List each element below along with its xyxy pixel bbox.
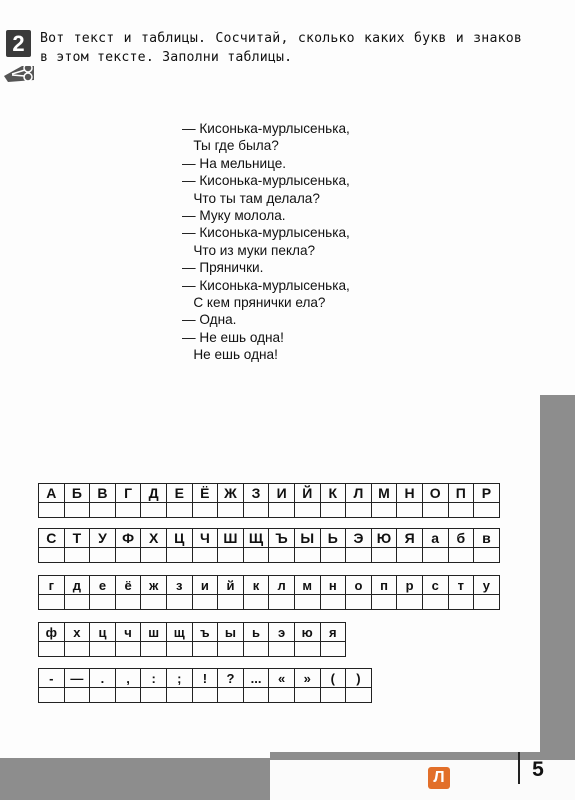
table-letter-cell: х (64, 623, 90, 642)
poem-line: — Одна. (182, 312, 237, 328)
table-letter-cell: М (371, 484, 397, 503)
table-count-cell[interactable] (64, 688, 90, 703)
table-letter-cell: ; (166, 669, 192, 688)
table-count-cell[interactable] (39, 503, 65, 518)
count-table-2 (38, 528, 500, 563)
table-letter-cell: ы (218, 623, 244, 642)
table-letter-cell: ) (346, 669, 372, 688)
table-letter-cell: ф (39, 623, 65, 642)
table-count-cell[interactable] (269, 503, 295, 518)
table-count-cell[interactable] (474, 548, 500, 563)
table-letter-cell: ш (141, 623, 167, 642)
table-letter-cell: Ф (115, 529, 141, 548)
table-count-cell[interactable] (64, 548, 90, 563)
labirint-logo: Л (428, 767, 450, 789)
table-letter-cell: И (269, 484, 295, 503)
table-letter-cell: Ь (320, 529, 346, 548)
table-letter-cell: Б (64, 484, 90, 503)
poem-line: Не ешь одна! (182, 347, 278, 363)
poem-line: Что из муки пекла? (182, 242, 316, 258)
table-count-cell[interactable] (294, 595, 320, 610)
poem-text (182, 120, 350, 364)
table-letter-cell: г (39, 576, 65, 595)
table-letter-cell: - (39, 669, 65, 688)
table-count-cell[interactable] (192, 503, 218, 518)
table-count-cell[interactable] (192, 688, 218, 703)
table-letter-cell: у (474, 576, 500, 595)
table-count-cell[interactable] (243, 595, 269, 610)
table-letter-cell: « (269, 669, 295, 688)
table-letter-cell: О (422, 484, 448, 503)
table-count-cell[interactable] (397, 595, 423, 610)
table-letter-cell: р (397, 576, 423, 595)
table-count-cell[interactable] (166, 642, 192, 657)
table-count-cell[interactable] (166, 503, 192, 518)
table-letter-cell: ю (294, 623, 320, 642)
table-letter-cell: Ш (218, 529, 244, 548)
table-count-cell[interactable] (90, 548, 116, 563)
table-count-cell[interactable] (294, 548, 320, 563)
table-letter-cell: ч (115, 623, 141, 642)
table-letter-cell: с (422, 576, 448, 595)
table-count-cell[interactable] (320, 642, 346, 657)
table-count-cell[interactable] (397, 548, 423, 563)
table-count-cell[interactable] (90, 642, 116, 657)
poem-line: Ты где была? (182, 138, 279, 154)
table-letter-cell: д (64, 576, 90, 595)
table-letter-cell: ь (243, 623, 269, 642)
table-count-cell[interactable] (218, 688, 244, 703)
table-letter-cell: : (141, 669, 167, 688)
table-letter-cell: ё (115, 576, 141, 595)
scissors-icon (4, 60, 36, 86)
table-count-cell[interactable] (474, 503, 500, 518)
table-letter-cell: К (320, 484, 346, 503)
table-count-cell[interactable] (90, 595, 116, 610)
table-count-cell[interactable] (320, 595, 346, 610)
table-count-cell[interactable] (422, 503, 448, 518)
table-letter-cell: ж (141, 576, 167, 595)
table-letter-cell: Р (474, 484, 500, 503)
poem-line: — Кисонька-мурлысенька, (182, 173, 350, 189)
table-count-cell[interactable] (320, 548, 346, 563)
count-table-3 (38, 575, 500, 610)
table-count-cell[interactable] (346, 548, 372, 563)
page-bottom-edge (0, 752, 270, 758)
table-letter-cell: о (346, 576, 372, 595)
table-count-cell[interactable] (64, 642, 90, 657)
poem-line: С кем прянички ела? (182, 295, 326, 311)
table-letter-cell: к (243, 576, 269, 595)
table-letter-cell: Ы (294, 529, 320, 548)
table-count-cell[interactable] (320, 688, 346, 703)
table-count-cell[interactable] (397, 503, 423, 518)
table-letter-cell: А (39, 484, 65, 503)
table-letter-cell: — (64, 669, 90, 688)
table-count-cell[interactable] (243, 688, 269, 703)
table-letter-cell: Х (141, 529, 167, 548)
table-count-cell[interactable] (269, 548, 295, 563)
table-letter-cell: Ъ (269, 529, 295, 548)
table-count-cell[interactable] (39, 642, 65, 657)
table-count-cell[interactable] (243, 503, 269, 518)
table-count-cell[interactable] (39, 688, 65, 703)
table-letter-cell: т (448, 576, 474, 595)
table-count-cell[interactable] (166, 595, 192, 610)
table-count-cell[interactable] (218, 642, 244, 657)
table-letter-cell: ! (192, 669, 218, 688)
table-count-cell[interactable] (141, 688, 167, 703)
table-count-cell[interactable] (141, 642, 167, 657)
table-letter-cell: Я (397, 529, 423, 548)
table-count-cell[interactable] (192, 548, 218, 563)
table-letter-cell: П (448, 484, 474, 503)
table-count-cell[interactable] (448, 548, 474, 563)
table-letter-cell: Ч (192, 529, 218, 548)
table-letter-cell: Л (346, 484, 372, 503)
table-letter-cell: я (320, 623, 346, 642)
table-count-cell[interactable] (90, 688, 116, 703)
table-count-cell[interactable] (294, 642, 320, 657)
poem-line: — Кисонька-мурлысенька, (182, 277, 350, 293)
table-letter-cell: е (90, 576, 116, 595)
poem-line: — Прянички. (182, 260, 264, 276)
count-table-5 (38, 668, 372, 703)
table-count-cell[interactable] (39, 548, 65, 563)
table-count-cell[interactable] (320, 503, 346, 518)
poem-line: — Не ешь одна! (182, 329, 284, 345)
table-count-cell[interactable] (141, 595, 167, 610)
table-count-cell[interactable] (141, 503, 167, 518)
table-count-cell[interactable] (166, 548, 192, 563)
poem-line: — Кисонька-мурлысенька, (182, 121, 350, 136)
table-letter-cell: Ц (166, 529, 192, 548)
table-letter-cell: З (243, 484, 269, 503)
table-letter-cell: Э (346, 529, 372, 548)
table-letter-cell: Й (294, 484, 320, 503)
table-count-cell[interactable] (269, 688, 295, 703)
table-count-cell[interactable] (90, 503, 116, 518)
table-count-cell[interactable] (218, 548, 244, 563)
poem-line: — На мельнице. (182, 155, 287, 171)
table-letter-cell: м (294, 576, 320, 595)
poem-line: — Муку молола. (182, 208, 286, 224)
count-table-1 (38, 483, 500, 518)
table-letter-cell: л (269, 576, 295, 595)
table-count-cell[interactable] (115, 503, 141, 518)
table-count-cell[interactable] (371, 548, 397, 563)
table-letter-cell: в (474, 529, 500, 548)
side-shadow (540, 395, 575, 752)
table-letter-cell: й (218, 576, 244, 595)
table-count-cell[interactable] (269, 595, 295, 610)
table-count-cell[interactable] (346, 503, 372, 518)
table-letter-cell: н (320, 576, 346, 595)
table-letter-cell: п (371, 576, 397, 595)
table-letter-cell: Е (166, 484, 192, 503)
table-count-cell[interactable] (243, 642, 269, 657)
table-count-cell[interactable] (448, 503, 474, 518)
table-letter-cell: У (90, 529, 116, 548)
table-letter-cell: Д (141, 484, 167, 503)
table-letter-cell: С (39, 529, 65, 548)
page-number: 5 (532, 758, 544, 781)
table-letter-cell: . (90, 669, 116, 688)
poem-line: — Кисонька-мурлысенька, (182, 225, 350, 241)
table-count-cell[interactable] (448, 595, 474, 610)
table-count-cell[interactable] (141, 548, 167, 563)
table-letter-cell: Щ (243, 529, 269, 548)
table-count-cell[interactable] (115, 548, 141, 563)
table-count-cell[interactable] (294, 503, 320, 518)
table-count-cell[interactable] (243, 548, 269, 563)
table-count-cell[interactable] (422, 595, 448, 610)
table-count-cell[interactable] (64, 503, 90, 518)
table-letter-cell: щ (166, 623, 192, 642)
table-count-cell[interactable] (64, 595, 90, 610)
table-count-cell[interactable] (371, 595, 397, 610)
table-letter-cell: , (115, 669, 141, 688)
task-instruction: Вот текст и таблицы. Сосчитай, сколько каких букв и знаков в этом тексте. Заполни таблицы. (40, 31, 522, 65)
table-count-cell[interactable] (474, 595, 500, 610)
table-letter-cell: Г (115, 484, 141, 503)
table-letter-cell: ъ (192, 623, 218, 642)
page-margin (540, 0, 575, 395)
table-count-cell[interactable] (115, 642, 141, 657)
table-count-cell[interactable] (218, 595, 244, 610)
table-count-cell[interactable] (115, 595, 141, 610)
table-letter-cell: б (448, 529, 474, 548)
table-letter-cell: э (269, 623, 295, 642)
table-count-cell[interactable] (192, 642, 218, 657)
table-letter-cell: В (90, 484, 116, 503)
table-letter-cell: Ж (218, 484, 244, 503)
poem-line: Что ты там делала? (182, 190, 320, 206)
table-letter-cell: з (166, 576, 192, 595)
table-letter-cell: ( (320, 669, 346, 688)
table-count-cell[interactable] (371, 503, 397, 518)
table-count-cell[interactable] (166, 688, 192, 703)
count-table-4 (38, 622, 346, 657)
table-letter-cell: и (192, 576, 218, 595)
table-count-cell[interactable] (269, 642, 295, 657)
table-letter-cell: Н (397, 484, 423, 503)
table-letter-cell: Ё (192, 484, 218, 503)
table-count-cell[interactable] (422, 548, 448, 563)
table-count-cell[interactable] (115, 688, 141, 703)
table-count-cell[interactable] (346, 688, 372, 703)
table-letter-cell: » (294, 669, 320, 688)
table-count-cell[interactable] (39, 595, 65, 610)
table-letter-cell: ц (90, 623, 116, 642)
table-count-cell[interactable] (192, 595, 218, 610)
table-letter-cell: ... (243, 669, 269, 688)
table-count-cell[interactable] (346, 595, 372, 610)
table-letter-cell: а (422, 529, 448, 548)
table-letter-cell: Т (64, 529, 90, 548)
table-letter-cell: ? (218, 669, 244, 688)
table-count-cell[interactable] (218, 503, 244, 518)
table-letter-cell: Ю (371, 529, 397, 548)
task-number-badge: 2 (6, 30, 31, 57)
table-count-cell[interactable] (294, 688, 320, 703)
